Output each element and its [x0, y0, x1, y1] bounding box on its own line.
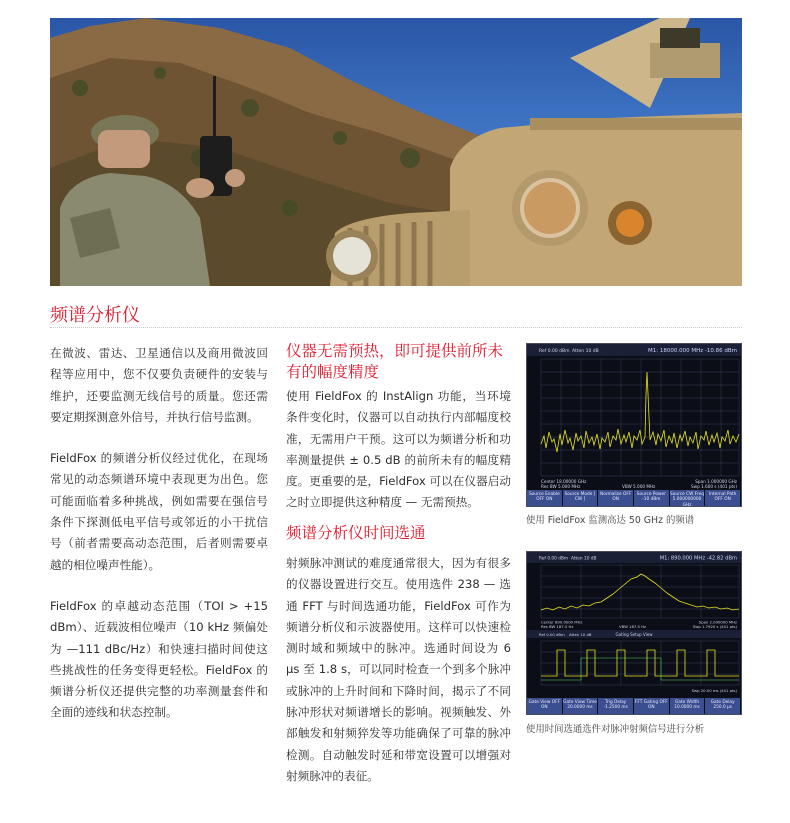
softkey-gate-width: Gate Width 10.0000 ms [670, 698, 706, 714]
softkey-source-enable: Source Enable OFF ON [527, 490, 563, 506]
spectrum-display-1 [527, 344, 741, 490]
vbw-label: VBW 5.000 MHz [622, 484, 656, 489]
softkey-normalize: Normalize OFF ON [598, 490, 634, 506]
softkey-bar-1 [527, 490, 741, 506]
ref-level-top-label: Ref 0.00 dBm [539, 556, 569, 562]
sweep-label: Swp 1.600 s (401 pts) [691, 484, 737, 489]
gating-display-2 [527, 552, 741, 698]
time-gating-paragraph: 射频脉冲测试的难度通常很大，因为有很多的仪器设置进行交互。使用选件 238 — 选通 FFT 与时间选通功能，FieldFox 可作为频谱分析仪和示波器使用。这样可以快速检测时域和频域中的脉冲。选通时间设为 6 μs 至 1.8 s，可以同时检查一个到多个脉冲或脉冲的上升时间和下降时间，揭示了不同脉冲形状对频谱增长的影响。视频触发、外部触发和射频猝发等功能确保了可靠的脉冲检测。自动触发时延和带宽设置可以增强对射频脉冲的表征。 [286, 556, 511, 783]
softkey-gate-delay: Gate Delay 250.0 μs [705, 698, 741, 714]
caption-screenshot-2: 使用时间选通选件对脉冲射频信号进行分析 [526, 724, 705, 735]
left-paragraph-2: FieldFox 的频谱分析仪经过优化，在现场常见的动态频谱环境中表现更为出色。您可能面临着多种挑战，例如需要在强信号条件下探测低电平信号或邻近的小干扰信号（前者需要高动态范围，后者则需要卓越的相位噪声性能）。 [50, 451, 268, 572]
middle-column-text-2 [286, 553, 511, 807]
section-divider [50, 327, 742, 328]
atten-label: Atten 10 dB [572, 349, 599, 354]
softkey-internal-path: Internal Path OFF ON [705, 490, 741, 506]
marker-readout: M1: 18000.000 MHz -10.86 dBm [648, 348, 737, 354]
heading-time-gating: 频谱分析仪时间选通 [286, 524, 426, 542]
left-paragraph-1: 在微波、雷达、卫星通信以及商用微波回程等应用中，您不仅要负责硬件的安装与维护，还要监测无线信号的质量。您还需要定期探测意外信号，并执行信号监测。 [50, 346, 268, 424]
spectrum-screenshot-1 [526, 343, 742, 507]
span-label-2: Span 2.000000 MHz [698, 619, 737, 625]
center-freq-label-2: Center 890.0000 MHz [541, 619, 583, 625]
atten-bottom-label: Atten 10 dB [569, 632, 592, 637]
hero-photo [50, 18, 742, 286]
sweep-bottom-label: Swp 20.00 ms (401 pts) [691, 688, 737, 693]
softkey-fft-gating: FFT Gating OFF ON [634, 698, 670, 714]
soldier-vehicle-illustration [50, 18, 742, 286]
spectrum-screenshot-2 [526, 551, 742, 715]
section-title: 频谱分析仪 [50, 305, 140, 326]
left-column [50, 343, 268, 744]
softkey-trig-delay: Trig Delay -1.2500 ms [598, 698, 634, 714]
ref-level-bottom-label: Ref 0.00 dBm [539, 632, 565, 637]
left-paragraph-3: FieldFox 的卓越动态范围（TOI > +15 dBm）、近载波相位噪声（10 kHz 频偏处为 —111 dBc/Hz）和快速扫描时间使这些挑战性的任务变得更轻松。FieldFox 的频谱分析仪还提供完整的功率测量套件和全面的迹线和状态控制。 [50, 598, 268, 720]
heading-instalign: 仪器无需预热，即可提供前所未有的幅度精度 [286, 342, 504, 381]
softkey-bar-2 [527, 698, 741, 714]
softkey-source-mode: Source Mode [ CW ] [563, 490, 599, 506]
softkey-gate-view: Gate View OFF ON [527, 698, 563, 714]
marker-readout-2: M1: 890.000 MHz -42.82 dBm [659, 555, 737, 562]
sweep-label-2: Swp 1.7920 s (401 pts) [692, 624, 737, 629]
gating-setup-title: Gating Setup View [615, 632, 653, 637]
middle-column-text-1 [286, 386, 511, 534]
ref-level-label: Ref 0.00 dBm [539, 349, 570, 354]
softkey-source-cw-freq: Source CW Freq 5.000000000 GHz [670, 492, 704, 508]
center-freq-label: Center 18.00000 GHz [541, 479, 587, 484]
res-bw-label: Res BW 5.000 MHz [541, 484, 581, 489]
instalign-paragraph: 使用 FieldFox 的 InstAlign 功能，当环境条件变化时，仪器可以自动执行内部幅度校准，无需用户干预。这可以为频谱分析和功率测量提供 ± 0.5 dB 的前所未有的幅度精度。更重要的是，FieldFox 可以在仪器启动之时立即提供这种精度 — 无需预热。 [286, 389, 511, 510]
softkey-gate-view-time: Gate View Time 20.0000 ms [563, 698, 599, 714]
softkey-source-power: Source Power -10 dBm [634, 490, 670, 506]
res-bw-label-2: Res BW 187.5 Hz [541, 624, 574, 629]
vbw-label-2: VBW 187.5 Hz [619, 624, 646, 629]
span-label: Span 1.000000 GHz [695, 479, 737, 484]
caption-screenshot-1: 使用 FieldFox 监测高达 50 GHz 的频谱 [526, 515, 695, 526]
atten-top-label: Atten 10 dB [571, 556, 597, 562]
